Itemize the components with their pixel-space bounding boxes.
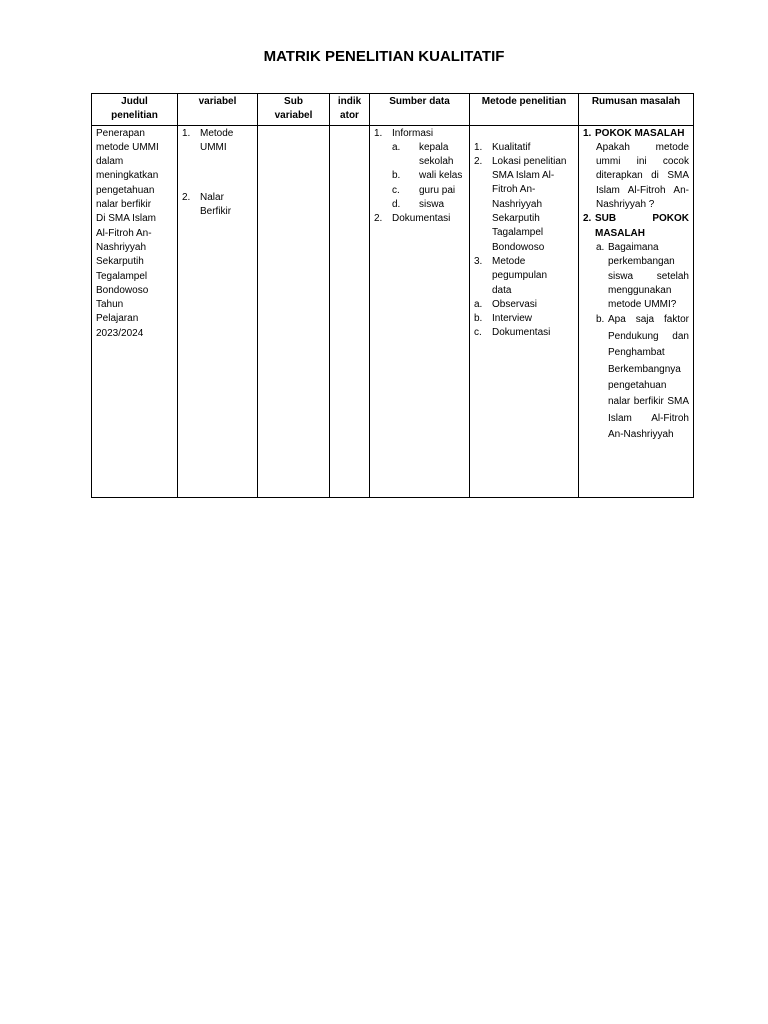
list-number: 3. (474, 255, 483, 267)
list-number: 1. (374, 127, 383, 139)
metode-item (474, 255, 574, 298)
metode-subitem (474, 326, 574, 340)
rumusan-subitem (583, 312, 689, 443)
judul-line: Di SMA Islam (96, 213, 157, 225)
header-judul-line2: penelitian (111, 110, 158, 122)
list-letter: c. (474, 327, 482, 339)
document-title: MATRIK PENELITIAN KUALITATIF (263, 48, 505, 65)
header-judul-line1: Judul (121, 96, 148, 107)
sumber-item (374, 127, 465, 141)
variabel-text: Metode (200, 127, 234, 139)
list-letter: d. (392, 199, 401, 211)
sumber-subtext: wali kelas (419, 170, 463, 182)
header-metode-penelitian: Metode penelitian (470, 94, 579, 126)
metode-item (474, 141, 574, 155)
rumusan-pokok-paragraph: Apakah metode ummi ini cocok diterapkan di SMA Islam Al-Fitroh An-Nashriyyah ? (596, 141, 689, 211)
metode-text: data (492, 284, 512, 296)
header-indikator (330, 94, 370, 126)
judul-line: Nashriyyah (96, 241, 147, 253)
judul-line: Tegalampel (96, 270, 148, 282)
list-letter: c. (392, 184, 400, 196)
cell-metode-penelitian (470, 125, 579, 497)
sumber-text: Informasi (392, 127, 434, 139)
header-sumber-data: Sumber data (370, 94, 470, 126)
header-sub-variabel (258, 94, 330, 126)
list-letter: a. (392, 141, 401, 153)
rumusan-subtext: Bagaimana perkembangan siswa setelah menggunakan metode UMMI? (608, 241, 689, 311)
header-rumusan-masalah: Rumusan masalah (579, 94, 694, 126)
metode-text: Kualitatif (492, 141, 531, 153)
list-number: 1. (474, 141, 483, 153)
sumber-subitem (374, 198, 465, 212)
list-letter: a. (474, 298, 483, 310)
variabel-text: Berfikir (200, 206, 232, 218)
metode-subtext: Observasi (492, 298, 538, 310)
metode-subtext: Interview (492, 313, 533, 325)
cell-variabel (178, 125, 258, 497)
sumber-subtext: guru pai (419, 184, 456, 196)
header-sub-line1: Sub (284, 96, 303, 107)
rumusan-heading-pokok (583, 127, 689, 141)
rumusan-subtext: Apa saja faktor Pendukung dan Penghambat Berkembangnya pengetahuan nalar berfikir SMA Islam Al-Fitroh An-Nashriyyah (608, 314, 689, 441)
header-row (92, 94, 694, 126)
rumusan-heading-text: SUB POKOK MASALAH (595, 213, 689, 239)
judul-line: Pelajaran (96, 313, 139, 325)
list-number: 1. (583, 127, 592, 139)
metode-text: Bondowoso (492, 241, 545, 253)
variabel-item (182, 127, 253, 156)
cell-judul (92, 125, 178, 497)
rumusan-heading-text: POKOK MASALAH (595, 127, 685, 139)
list-letter: a. (596, 241, 605, 253)
metode-text: Metode (492, 255, 526, 267)
list-letter: b. (474, 313, 483, 325)
judul-line: Tahun (96, 299, 124, 311)
cell-indikator (330, 125, 370, 497)
judul-line: meningkatkan (96, 170, 159, 182)
judul-line: dalam (96, 156, 124, 168)
rumusan-heading-sub (583, 212, 689, 241)
header-indik-line1: indik (337, 96, 362, 107)
sumber-subitem (374, 169, 465, 183)
list-number: 2. (583, 213, 592, 225)
judul-line: Al-Fitroh An- (96, 227, 152, 239)
list-number: 1. (182, 127, 191, 139)
list-letter: b. (392, 170, 401, 182)
cell-rumusan-masalah (579, 125, 694, 497)
header-variabel: variabel (178, 94, 258, 126)
variabel-item (182, 191, 253, 220)
sumber-subitem (374, 141, 465, 170)
variabel-text: Nalar (200, 192, 224, 204)
content-row (92, 125, 694, 497)
cell-sub-variabel (258, 125, 330, 497)
metode-subtext: Dokumentasi (492, 327, 551, 339)
sumber-subtext: sekolah (419, 156, 454, 168)
cell-sumber-data (370, 125, 470, 497)
judul-line: Penerapan (96, 127, 145, 139)
header-indik-line2: ator (340, 110, 359, 122)
metode-subitem (474, 298, 574, 312)
metode-text: pegumpulan (492, 270, 548, 282)
sumber-subtext: kepala (419, 141, 449, 153)
judul-line: pengetahuan (96, 184, 155, 196)
header-judul (92, 94, 178, 126)
sumber-item (374, 212, 465, 226)
rumusan-subitem (583, 241, 689, 312)
sumber-subtext: siswa (419, 199, 445, 211)
header-sub-line2: variabel (274, 110, 313, 122)
judul-line: 2023/2024 (96, 327, 144, 339)
metode-text: SMA Islam Al- (492, 170, 555, 182)
list-number: 2. (182, 192, 191, 204)
list-letter: b. (596, 314, 605, 326)
list-number: 2. (474, 155, 483, 167)
sumber-text: Dokumentasi (392, 213, 451, 225)
metode-text: Tagalampel (492, 227, 544, 239)
judul-line: metode UMMI (96, 141, 159, 153)
metode-text: Fitroh An- (492, 184, 536, 196)
judul-line: Bondowoso (96, 284, 149, 296)
judul-line: Sekarputih (96, 256, 144, 268)
metode-text: Lokasi penelitian (492, 155, 567, 167)
variabel-text: UMMI (200, 141, 227, 153)
research-matrix-table (91, 93, 694, 498)
metode-text: Sekarputih (492, 213, 540, 225)
judul-line: nalar berfikir (96, 199, 152, 211)
sumber-subitem (374, 184, 465, 198)
metode-text: Nashriyyah (492, 198, 543, 210)
metode-item (474, 155, 574, 255)
list-number: 2. (374, 213, 383, 225)
metode-subitem (474, 312, 574, 326)
